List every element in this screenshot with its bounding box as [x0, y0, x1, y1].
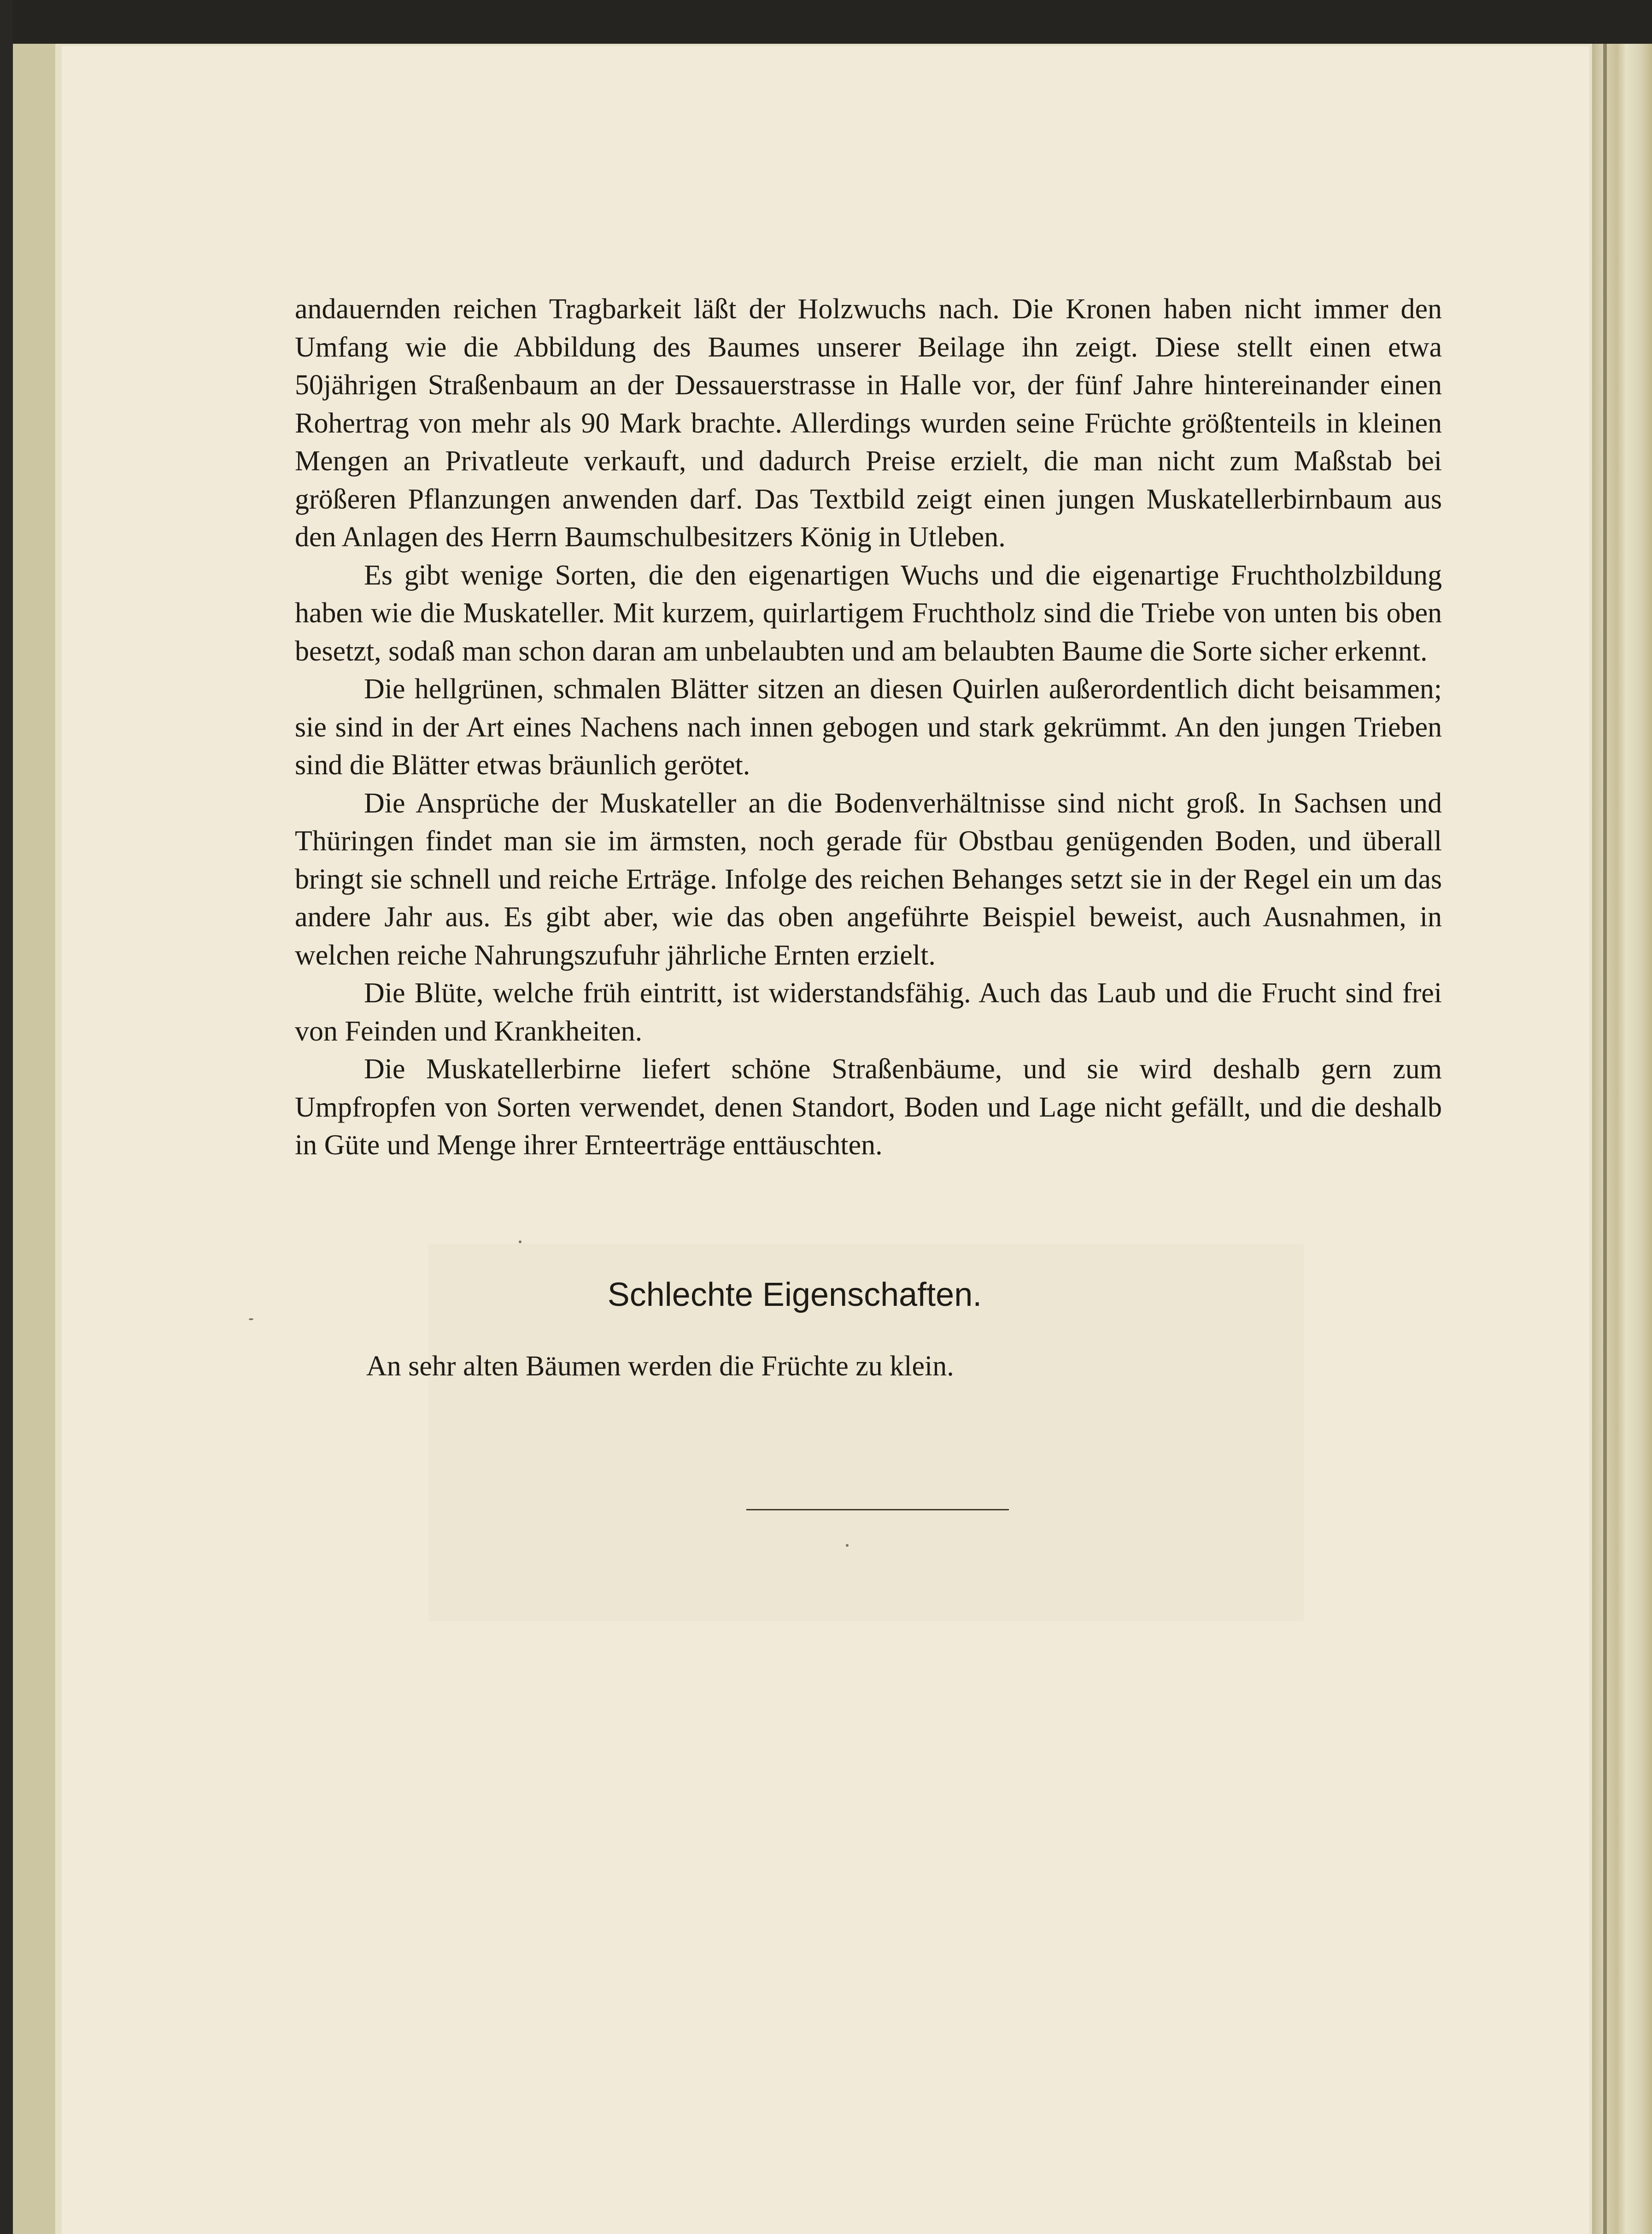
- paper-speck: [519, 1240, 521, 1243]
- scan-border-left: [0, 0, 13, 2234]
- paragraph-3: Die hellgrünen, schmalen Blätter sitzen an diesen Quirlen außerordentlich dicht beisammen; sie sind in der Art eines Nachens nach innen gebogen und stark gekrümmt. An den jungen Trieben sind die Blätter etwas bräunlich gerötet.: [295, 673, 1442, 781]
- section-heading: Schlechte Eigenschaften.: [607, 1276, 982, 1313]
- section-note: An sehr alten Bäumen werden die Früchte zu klein.: [366, 1351, 954, 1382]
- body-text: [295, 290, 1442, 1164]
- paragraph-1: andauernden reichen Tragbarkeit läßt der Holzwuchs nach. Die Kronen haben nicht immer den Umfang wie die Abbildung des Baumes unserer Beilage ihn zeigt. Diese stellt einen etwa 50jährigen Straßenbaum an der Dessauerstrasse in Halle vor, der fünf Jahre hintereinander einen Rohertrag von mehr als 90 Mark brachte. Allerdings wurden seine Früchte größtenteils in kleinen Mengen an Privatleute verkauft, und dadurch Preise erzielt, die man nicht zum Maßstab bei größeren Pflanzungen anwenden darf. Das Textbild zeigt einen jungen Muskatellerbirnbaum aus den Anlagen des Herrn Baumschulbesitzers König in Utleben.: [295, 293, 1442, 553]
- paragraph-5: Die Blüte, welche früh eintritt, ist widerstandsfähig. Auch das Laub und die Frucht sind frei von Feinden und Krankheiten.: [295, 977, 1442, 1047]
- next-page-edge: [1589, 44, 1652, 2234]
- scan-border-top: [0, 0, 1652, 44]
- paragraph-2: Es gibt wenige Sorten, die den eigenartigen Wuchs und die eigenartige Fruchtholzbildung haben wie die Muskateller. Mit kurzem, quirlartigem Fruchtholz sind die Triebe von unten bis oben besetzt, sodaß man schon daran am unbelaubten und am belaubten Baume die Sorte sicher erkennt.: [295, 559, 1442, 667]
- page-fold-line: [1603, 44, 1607, 2234]
- paper-speck: [846, 1544, 849, 1547]
- paragraph-4: Die Ansprüche der Muskateller an die Bodenverhältnisse sind nicht groß. In Sachsen und Thüringen findet man sie im ärmsten, noch gerade für Obstbau genügenden Boden, und überall bringt sie schnell und reiche Erträge. Infolge des reichen Behanges setzt sie in der Regel ein um das andere Jahr aus. Es gibt aber, wie das oben angeführte Beispiel beweist, auch Ausnahmen, in welchen reiche Nahrungszufuhr jährliche Ernten erzielt.: [295, 787, 1442, 971]
- paper-speck: [249, 1318, 253, 1320]
- closing-rule: [746, 1509, 1009, 1510]
- paragraph-6: Die Muskatellerbirne liefert schöne Straßenbäume, und sie wird deshalb gern zum Umpfropfen von Sorten verwendet, denen Standort, Boden und Lage nicht gefällt, und die deshalb in Güte und Menge ihrer Ernteerträge enttäuschten.: [295, 1053, 1442, 1161]
